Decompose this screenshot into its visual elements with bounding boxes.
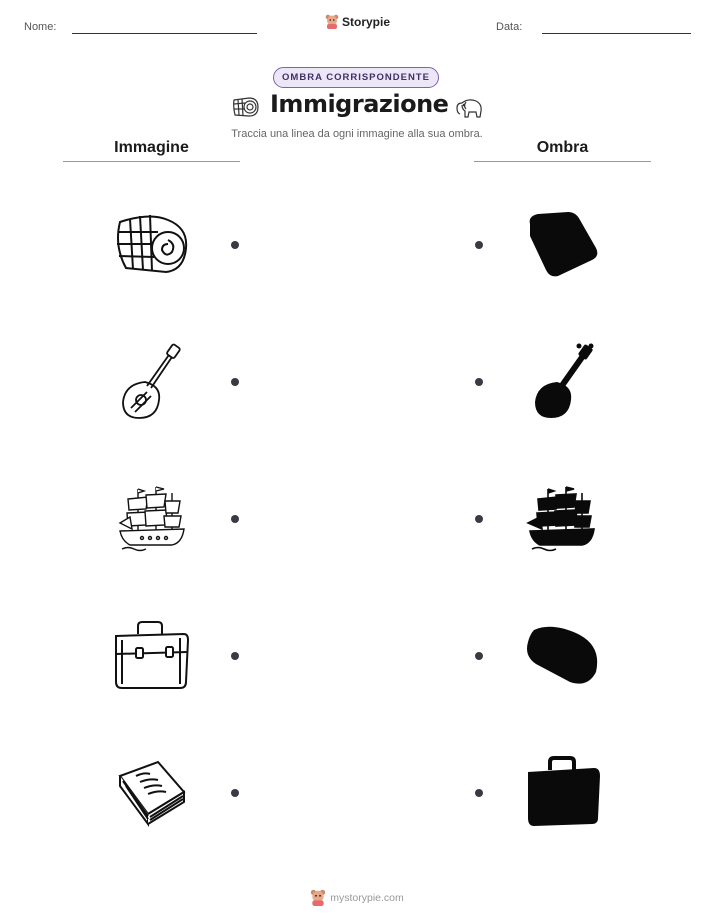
blanket-roll-icon bbox=[110, 210, 190, 280]
mandolin-icon bbox=[115, 342, 185, 422]
left-dot-3[interactable] bbox=[231, 515, 239, 523]
left-dot-4[interactable] bbox=[231, 652, 239, 660]
suitcase-icon bbox=[110, 620, 190, 692]
book-shadow-icon bbox=[522, 210, 602, 280]
sailing-ship-shadow-icon bbox=[522, 485, 602, 555]
mandolin-shadow-icon bbox=[527, 342, 597, 422]
book-icon bbox=[110, 758, 190, 828]
right-column-rule bbox=[474, 161, 651, 162]
right-column-heading: Ombra bbox=[536, 139, 589, 156]
right-dot-5[interactable] bbox=[475, 789, 483, 797]
brand-name: Storypie bbox=[342, 14, 391, 29]
right-dot-1[interactable] bbox=[475, 241, 483, 249]
activity-badge: OMBRA CORRISPONDENTE bbox=[273, 67, 439, 88]
sailing-ship-icon bbox=[112, 485, 192, 555]
date-line[interactable] bbox=[542, 33, 691, 34]
left-dot-1[interactable] bbox=[231, 241, 239, 249]
blanket-roll-shadow-icon bbox=[522, 622, 602, 692]
name-label: Nome: bbox=[24, 21, 57, 33]
right-dot-3[interactable] bbox=[475, 515, 483, 523]
elephant-icon bbox=[454, 95, 484, 121]
left-dot-2[interactable] bbox=[231, 378, 239, 386]
bear-icon bbox=[325, 14, 339, 29]
left-column-heading: Immagine bbox=[114, 139, 189, 156]
footer-url[interactable]: mystorypie.com bbox=[330, 891, 404, 904]
left-dot-5[interactable] bbox=[231, 789, 239, 797]
date-label: Data: bbox=[496, 21, 523, 33]
right-dot-2[interactable] bbox=[475, 378, 483, 386]
brand-logo bbox=[325, 14, 390, 29]
suitcase-shadow-icon bbox=[522, 756, 602, 828]
name-line[interactable] bbox=[72, 33, 257, 34]
right-dot-4[interactable] bbox=[475, 652, 483, 660]
footer bbox=[0, 889, 714, 906]
instructions: Traccia una linea da ogni immagine alla sua ombra. bbox=[231, 128, 483, 140]
bear-icon bbox=[310, 889, 326, 906]
blanket-roll-small-icon bbox=[231, 95, 261, 119]
left-column-rule bbox=[63, 161, 240, 162]
page-title: Immigrazione bbox=[270, 90, 449, 118]
